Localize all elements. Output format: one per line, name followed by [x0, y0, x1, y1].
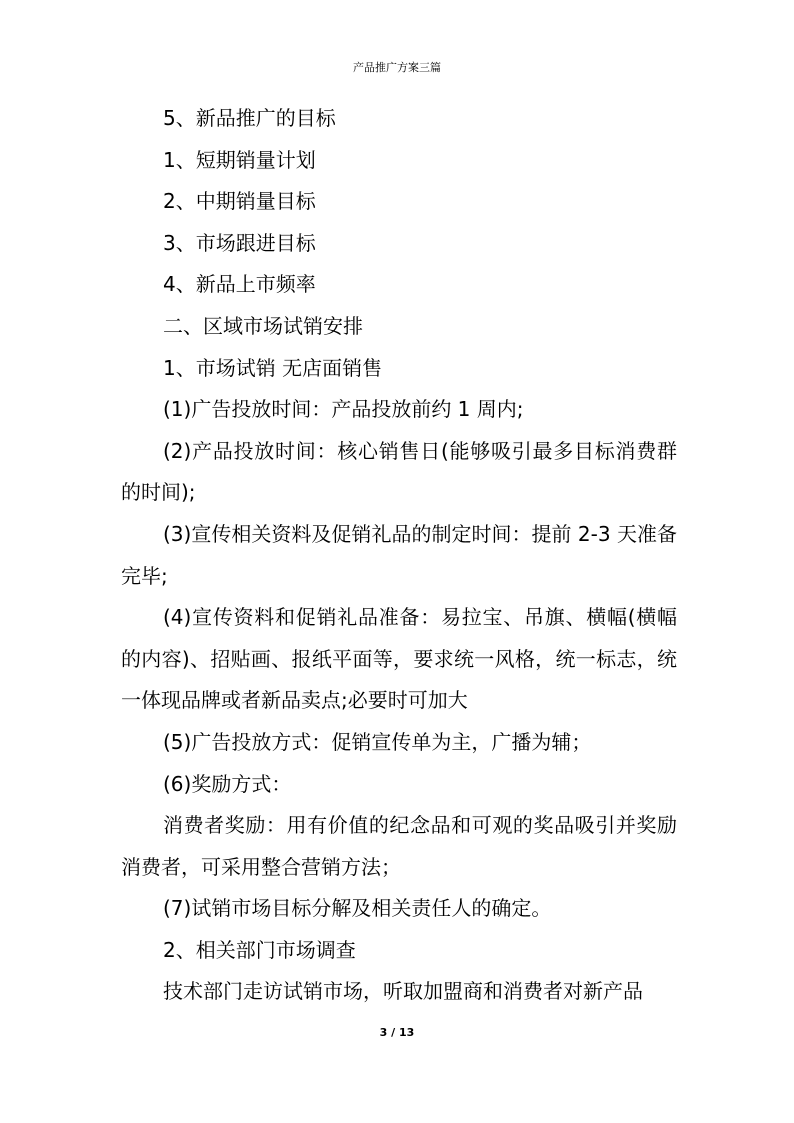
running-header: 产品推广方案三篇 — [353, 61, 441, 74]
paragraph: (3)宣传相关资料及促销礼品的制定时间：提前 2-3 天准备完毕; — [121, 521, 677, 588]
section-heading: 二、区域市场试销安排 — [163, 313, 363, 338]
paragraph: 1、短期销量计划 — [163, 147, 316, 172]
paragraph: (2)产品投放时间：核心销售日(能够吸引最多目标消费群的时间); — [121, 438, 677, 505]
paragraph: 4、新品上市频率 — [163, 272, 316, 297]
paragraph: (5)广告投放方式：促销宣传单为主，广播为辅； — [163, 729, 592, 754]
paragraph: 技术部门走访试销市场，听取加盟商和消费者对新产品 — [163, 979, 643, 1004]
paragraph: (1)广告投放时间：产品投放前约 1 周内; — [163, 397, 524, 422]
paragraph: 2、相关部门市场调查 — [163, 937, 356, 962]
paragraph: (6)奖励方式： — [163, 771, 292, 796]
paragraph: 3、市场跟进目标 — [163, 230, 316, 255]
page-number: 3 / 13 — [379, 1026, 415, 1039]
paragraph: 5、新品推广的目标 — [163, 106, 336, 130]
paragraph: (4)宣传资料和促销礼品准备：易拉宝、吊旗、横幅(横幅的内容)、招贴画、报纸平面等，要求统一风格，统一标志，统一体现品牌或者新品卖点;必要时可加大 — [121, 605, 677, 713]
paragraph: (7)试销市场目标分解及相关责任人的确定。 — [163, 896, 552, 921]
paragraph: 消费者奖励：用有价值的纪念品和可观的奖品吸引并奖励消费者，可采用整合营销方法； — [121, 813, 677, 879]
document-body — [121, 98, 677, 1013]
paragraph: 2、中期销量目标 — [163, 189, 316, 214]
paragraph: 1、市场试销 无店面销售 — [163, 355, 383, 380]
